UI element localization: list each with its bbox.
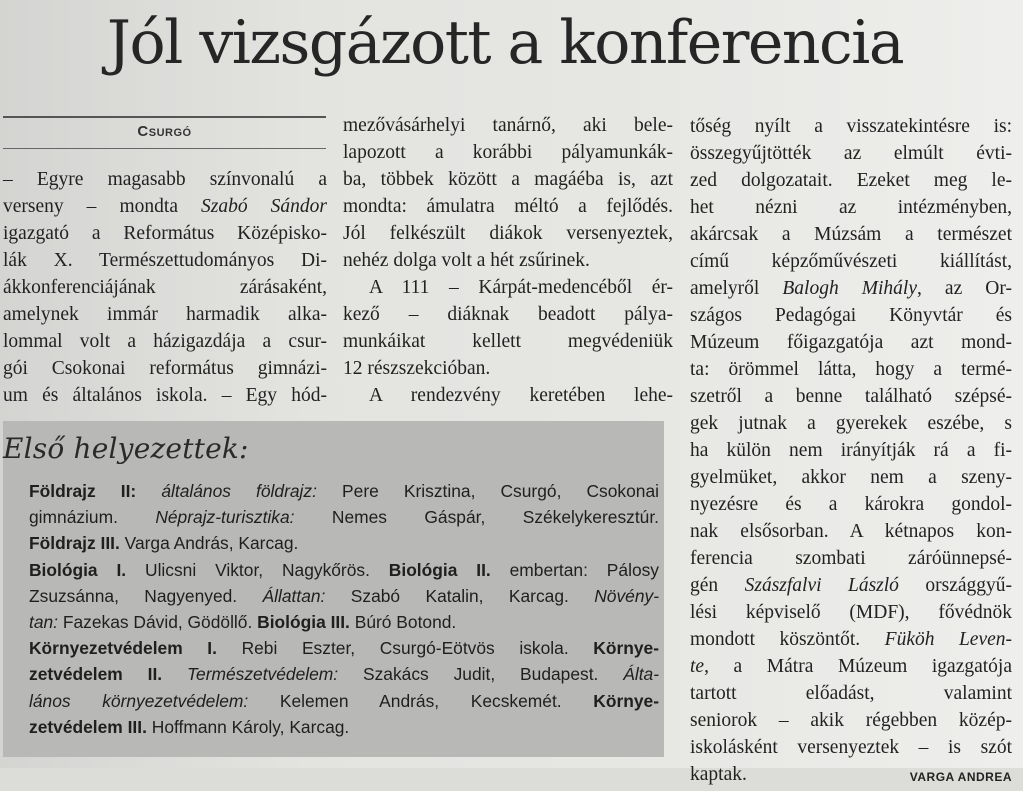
- winners-line: gimnázium. Néprajz-turisztika: Nemes Gáspár, Székelykeresztúr.: [29, 507, 659, 528]
- col2-line: lapozott a korábbi pályamunkák-: [343, 142, 673, 163]
- col3-line: gén Szászfalvi László országgyű-: [690, 575, 1013, 596]
- col2-line: A 111 – Kárpát-medencéből ér-: [369, 277, 673, 298]
- col1-line: lák X. Természettudományos Di-: [3, 250, 327, 271]
- col2-line: kező – diáknak beadott pálya-: [343, 304, 673, 325]
- col1-line: gói Csokonai református gimnázi-: [3, 358, 327, 379]
- kicker-rule-top: [3, 116, 326, 118]
- col3-line: het nézni az intézményben,: [690, 197, 1012, 218]
- col3-line: gyelmüket, akkor nem a szeny-: [690, 467, 1012, 488]
- col3-line: nyezésre és a károkra gondol-: [690, 494, 1012, 515]
- col3-line: szágos Pedagógai Könyvtár és: [690, 305, 1012, 326]
- winners-line: Zsuzsánna, Nagyenyed. Állattan: Szabó Katalin, Karcag. Növény-: [29, 585, 659, 606]
- col3-line: kaptak. VARGA ANDREA: [690, 761, 1012, 788]
- col3-line: seniorok – akik régebben közép-: [690, 710, 1012, 731]
- person-name: Balogh Mihály: [782, 278, 917, 299]
- col3-line: zed dolgozatait. Ezeket meg le-: [690, 170, 1012, 191]
- winners-line: Földrajz III. Varga András, Karcag.: [29, 533, 299, 554]
- col1-line: igazgató a Református Középisko-: [3, 223, 327, 244]
- col3-line: tartott előadást, valamint: [690, 683, 1012, 704]
- winners-line: tan: Fazekas Dávid, Gödöllő. Biológia III. Búró Botond.: [29, 612, 457, 633]
- col1-line: um és általános iskola. – Egy hód-: [3, 385, 327, 406]
- col3-line: iskolásként versenyeztek – is szót: [690, 737, 1012, 758]
- article-column-2: [343, 112, 673, 409]
- col1-line: ákkonferenciájának zárásaként,: [3, 277, 327, 298]
- col3-line: című képzőművészeti kiállítást,: [690, 251, 1012, 272]
- col2-line: nehéz dolga volt a hét zsűrinek.: [343, 250, 590, 271]
- location-kicker: Csurgó: [137, 123, 192, 140]
- person-name: Füköh Leven-: [884, 629, 1012, 650]
- person-name: Szabó Sándor: [201, 196, 327, 217]
- col2-line: A rendezvény keretében lehe-: [369, 385, 673, 406]
- col3-line: összegyűjtötték az elmúlt évti-: [690, 143, 1012, 164]
- col2-line: 12 részszekcióban.: [343, 358, 491, 379]
- col1-line: lommal volt a házigazdája a csur-: [3, 331, 327, 352]
- col3-line: tőség nyílt a visszatekintésre is:: [690, 116, 1012, 137]
- col3-line: ha külön nem irányítják rá a fi-: [690, 440, 1012, 461]
- col1-line: – Egyre magasabb színvonalú a: [3, 169, 327, 190]
- article-column-3: [690, 113, 1012, 791]
- col3-line: ferencia szombati záróünnepsé-: [690, 548, 1012, 569]
- kicker-rule-bottom: [3, 148, 326, 149]
- col3-line: lési képviselő (MDF), fővédnök: [690, 602, 1012, 623]
- winners-line: zetvédelem III. Hoffmann Károly, Karcag.: [29, 716, 350, 737]
- person-name: Szászfalvi László: [744, 575, 899, 596]
- col3-line: Múzeum főigazgatója azt mond-: [690, 332, 1012, 353]
- col3-line: mondott köszöntőt. Füköh Leven-: [690, 629, 1012, 650]
- article-headline: Jól vizsgázott a konferencia: [106, 8, 904, 78]
- winners-line: Környezetvédelem I. Rebi Eszter, Csurgó-Eötvös iskola. Környe-: [29, 638, 659, 659]
- winners-list: [29, 478, 659, 740]
- col2-line: ba, többek között a magáéba is, azt: [343, 169, 673, 190]
- col3-line: szetről a benne található szépsé-: [690, 386, 1012, 407]
- col3-line: amelyről Balogh Mihály, az Or-: [690, 278, 1012, 299]
- col2-line: mezővásárhelyi tanárnő, aki bele-: [343, 115, 673, 136]
- col2-line: mondta: ámulatra méltó a fejlődés.: [343, 196, 673, 217]
- col2-line: Jól felkészült diákok versenyeztek,: [343, 223, 673, 244]
- col3-line: ta: örömmel látta, hogy a termé-: [690, 359, 1012, 380]
- col1-line: amelynek immár harmadik alka-: [3, 304, 327, 325]
- col3-line: gek jutnak a gyerekek eszébe, s: [690, 413, 1012, 434]
- article-column-1: [3, 166, 327, 409]
- col3-line: nak elsősorban. A kétnapos kon-: [690, 521, 1012, 542]
- col1-line: verseny – mondta Szabó Sándor: [3, 196, 327, 217]
- col3-line: akárcsak a Múzsám a természet: [690, 224, 1012, 245]
- col3-line: te, a Mátra Múzeum igazgatója: [690, 656, 1012, 677]
- col2-line: munkáikat kellett megvédeniük: [343, 331, 673, 352]
- winners-line: zetvédelem II. Természetvédelem: Szakács Judit, Budapest. Álta-: [29, 664, 660, 685]
- winners-line: Biológia I. Ulicsni Viktor, Nagykőrös. Biológia II. embertan: Pálosy: [29, 559, 660, 580]
- winners-line: lános környezetvédelem: Kelemen András, Kecskemét. Környe-: [29, 690, 659, 711]
- author-signature: VARGA ANDREA: [909, 770, 1012, 784]
- winners-box-title: Első helyezettek:: [3, 432, 249, 465]
- winners-line: Földrajz II: általános földrajz: Pere Krisztina, Csurgó, Csokonai: [29, 481, 659, 501]
- person-name: te: [690, 656, 705, 677]
